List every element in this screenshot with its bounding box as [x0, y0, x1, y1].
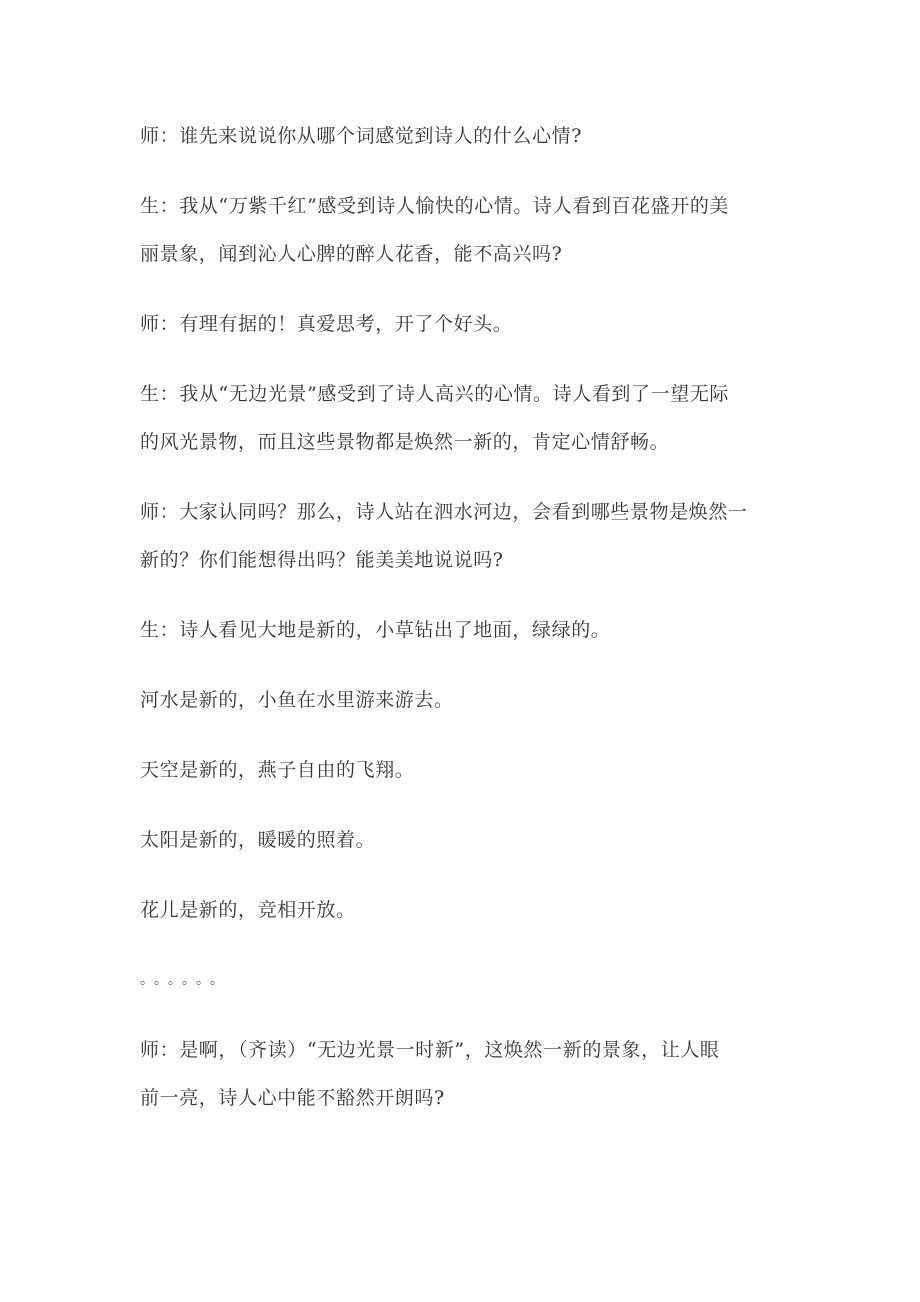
paragraph-line-7: 师：大家认同吗？那么，诗人站在泗水河边，会看到哪些景物是焕然一 [140, 501, 748, 523]
paragraph-line-10: 河水是新的，小鱼在水里游来游去。 [140, 689, 454, 711]
paragraph-line-4: 师：有理有据的！真爱思考，开了个好头。 [140, 313, 513, 335]
ellipsis-line: 。。。。。。 [140, 972, 231, 988]
paragraph-line-2: 生：我从“万紫千红”感受到诗人愉快的心情。诗人看到百花盛开的美 [140, 195, 730, 217]
paragraph-line-16: 前一亮，诗人心中能不豁然开朗吗? [140, 1087, 445, 1109]
paragraph-line-11: 天空是新的，燕子自由的飞翔。 [140, 759, 415, 781]
paragraph-line-13: 花儿是新的，竞相开放。 [140, 899, 356, 921]
paragraph-line-6: 的风光景物，而且这些景物都是焕然一新的，肯定心情舒畅。 [140, 431, 670, 453]
paragraph-line-1: 师：谁先来说说你从哪个词感觉到诗人的什么心情? [140, 125, 582, 147]
paragraph-line-3: 丽景象，闻到沁人心脾的醉人花香，能不高兴吗? [140, 243, 563, 265]
paragraph-line-9: 生：诗人看见大地是新的，小草钻出了地面，绿绿的。 [140, 619, 611, 641]
paragraph-line-5: 生：我从“无边光景”感受到了诗人高兴的心情。诗人看到了一望无际 [140, 383, 730, 405]
paragraph-line-12: 太阳是新的，暖暖的照着。 [140, 829, 376, 851]
paragraph-line-8: 新的？你们能想得出吗？能美美地说说吗? [140, 549, 504, 571]
paragraph-line-15: 师：是啊，（齐读）“无边光景一时新”，这焕然一新的景象，让人眼 [140, 1039, 720, 1061]
